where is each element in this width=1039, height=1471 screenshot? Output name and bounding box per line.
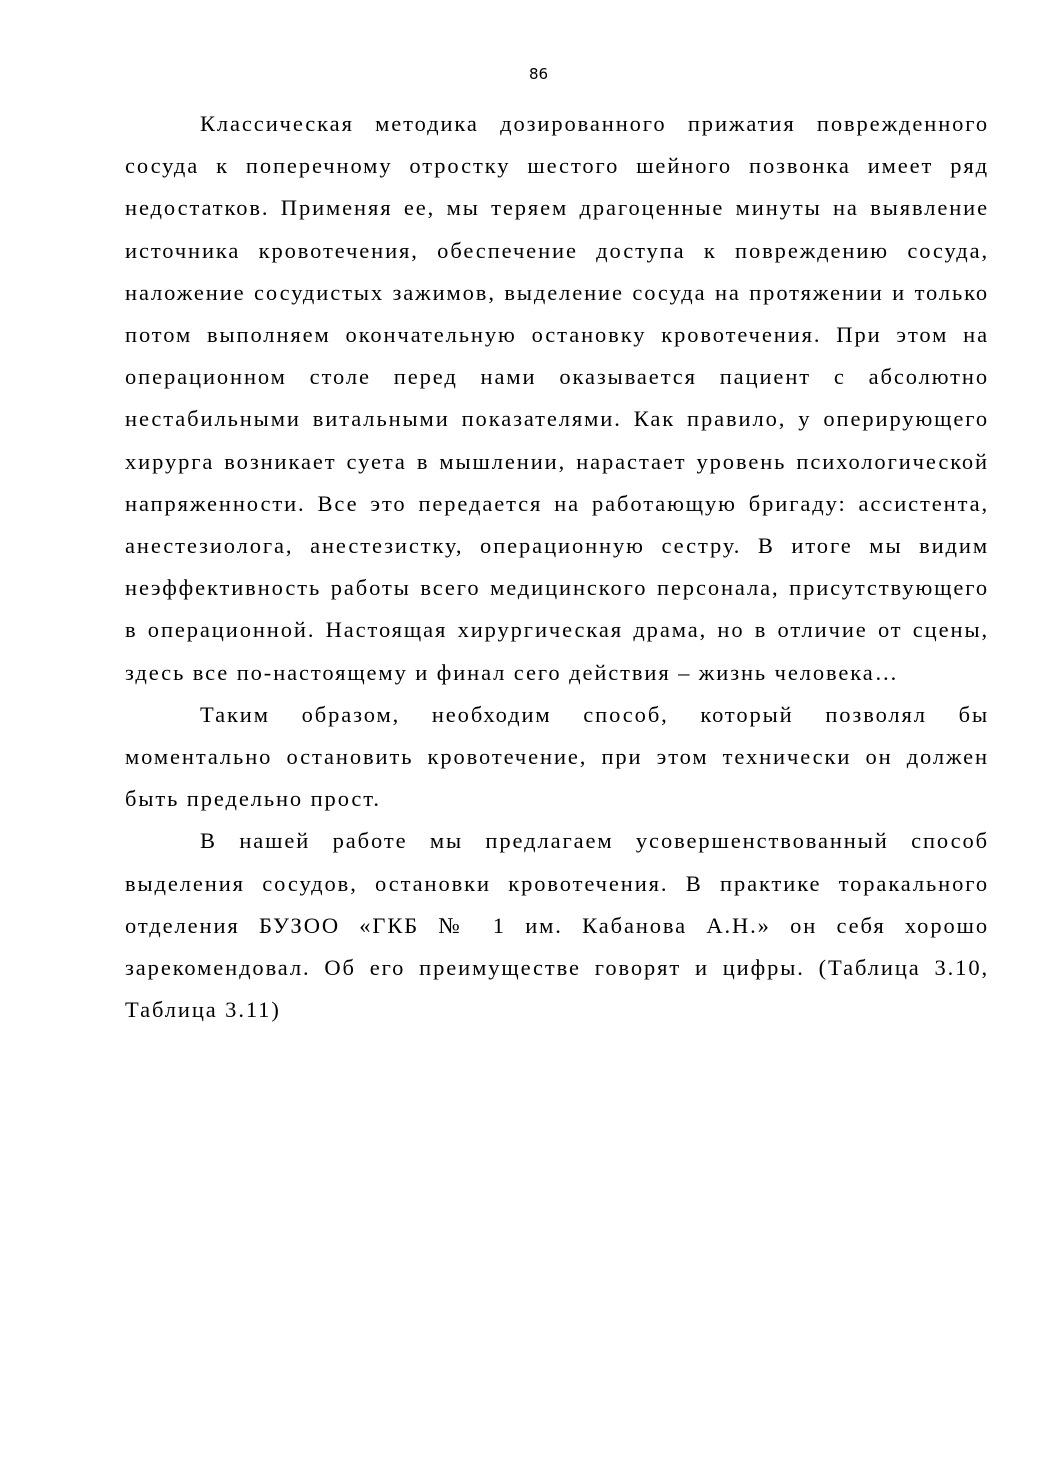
paragraph-1: Классическая методика дозированного прижатия поврежденного сосуда к поперечному отростку шестого шейного позвонка имеет ряд недостатков. Применяя ее, мы теряем драгоценные минуты на выявление источника кровотечения, обеспечение доступа к повреждению сосуда, наложение сосудистых зажимов, выделение сосуда на протяжении и только потом выполняем окончательную остановку кровотечения. При этом на операционном столе перед нами оказывается пациент с абсолютно нестабильными витальными показателями. Как правило, у оперирующего хирурга возникает суета в мышлении, нарастает уровень психологической напряженности. Все это передается на работающую бригаду: ассистента, анестезиолога, анестезистку, операционную сестру. В итоге мы видим неэффективность работы всего медицинского персонала, присутствующего в операционной. Настоящая хирургическая драма, но в отличие от сцены, здесь все по-настоящему и финал сего действия – жизнь человека… [125, 111, 989, 685]
page-number: 86 [528, 65, 549, 83]
paragraph-3: В нашей работе мы предлагаем усовершенствованный способ выделения сосудов, остановки кровотечения. В практике торакального отделения БУЗОО «ГКБ № 1 им. Кабанова А.Н.» он себя хорошо зарекомендовал. Об его преимуществе говорят и цифры. (Таблица 3.10, Таблица 3.11) [125, 828, 989, 1023]
paragraph-2: Таким образом, необходим способ, который позволял бы моментально остановить кровотечение, при этом технически он должен быть предельно прост. [125, 701, 989, 812]
body-text [125, 103, 989, 1031]
